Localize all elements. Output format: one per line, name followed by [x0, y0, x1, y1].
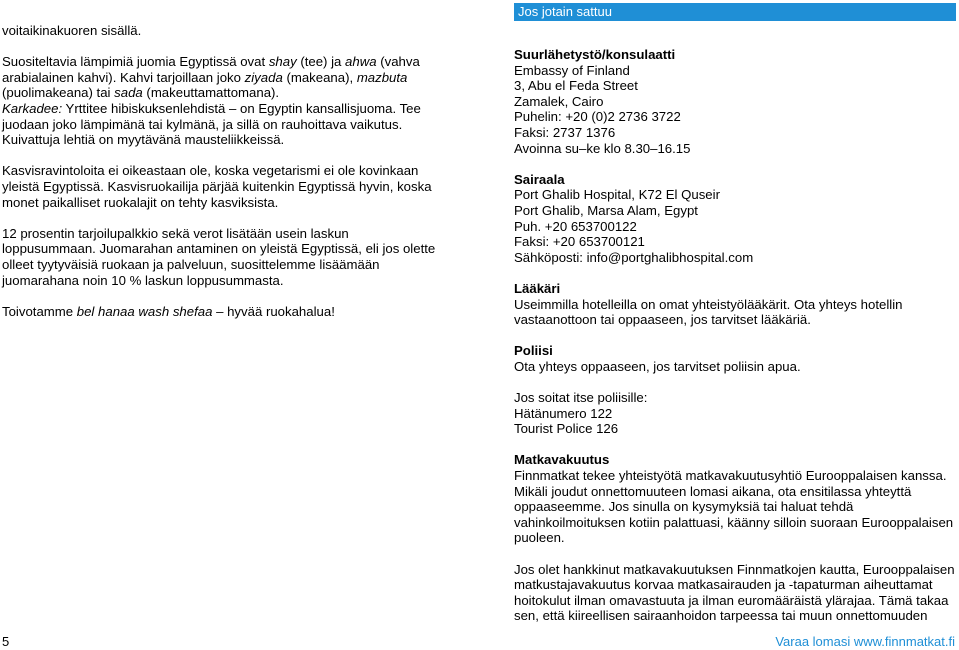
police-line: Jos soitat itse poliisille:	[514, 390, 648, 406]
hospital-line: Port Ghalib, Marsa Alam, Egypt	[514, 202, 698, 218]
paragraph-drinks: Suositeltavia lämpimiä juomia Egyptissä ovat shay (tee) ja ahwa (vahva arabialainen kahvi). Kahvi tarjoillaan joko ziyada (makeana), mazbuta (puolimakeana) tai sada (makeuttamattomana). Karkadee: Yrttitee hibiskuksenlehdistä – on Egyptin kansallisjuoma. Tee juodaan joko lämpimänä tai kylmänä, ja sillä on rauhoittava vaikutus. Kuivattuja lehtiä on myytävänä mausteliikkeissä.	[2, 54, 421, 148]
hospital-line: Port Ghalib Hospital, K72 El Quseir	[514, 187, 720, 203]
embassy-line: Embassy of Finland	[514, 62, 630, 78]
police-line: Tourist Police 126	[514, 421, 619, 437]
doctor-text: Useimmilla hotelleilla on omat yhteistyölääkärit. Ota yhteys hotellin vastaanottoon tai oppaaseen, jos tarvitset lääkäriä.	[514, 296, 903, 328]
paragraph-vegetarian: Kasvisravintoloita ei oikeastaan ole, koska vegetarismi ei ole kovinkaan yleistä Egyptissä. Kasvisruokailija pärjää kuitenkin Egyptissä hyvin, koska monet paikalliset ruokalajit on tehty kasviksista.	[2, 163, 432, 210]
section-banner: Jos jotain sattuu	[514, 3, 956, 21]
page-number: 5	[2, 634, 10, 649]
paragraph-bon-appetit: Toivotamme bel hanaa wash shefaa – hyvää ruokahalua!	[2, 303, 335, 319]
embassy-line: Faksi: 2737 1376	[514, 124, 616, 140]
hospital-line: Sähköposti: info@portghalibhospital.com	[514, 249, 754, 265]
left-column	[2, 0, 454, 319]
insurance-text: Finnmatkat tekee yhteistyötä matkavakuutusyhtiö Eurooppalaisen kanssa. Mikäli joudut onnettomuuteen lomasi aikana, ota ensitilassa yhteyttä oppaaseemme. Jos sinulla on kysymyksiä tai haluat tehdä vahinkoilmoituksen kotiin palattuasi, käänny silloin suoraan Eurooppalaisen puoleen.	[514, 468, 954, 546]
hospital-line: Faksi: +20 653700121	[514, 234, 645, 250]
paragraph-tipping: 12 prosentin tarjoilupalkkio sekä verot lisätään usein laskun loppusummaan. Juomarahan antaminen on yleistä Egyptissä, eli jos olette olleet tyytyväisiä ruokaan ja palveluun, suosittelemme lisäämään juomarahana noin 10 % laskun loppusummasta.	[2, 225, 436, 288]
embassy-heading: Suurlähetystö/konsulaatti	[514, 47, 676, 62]
insurance-heading: Matkavakuutus	[514, 452, 610, 468]
hospital-line: Puh. +20 653700122	[514, 218, 637, 234]
embassy-line: Zamalek, Cairo	[514, 93, 604, 109]
right-column	[514, 0, 958, 624]
embassy-line: Puhelin: +20 (0)2 2736 3722	[514, 109, 681, 125]
police-line: Hätänumero 122	[514, 405, 613, 421]
footer-site-link[interactable]: Varaa lomasi www.finnmatkat.fi	[775, 634, 955, 649]
paragraph-intro: voitaikinakuoren sisällä.	[2, 23, 142, 38]
police-text: Ota yhteys oppaaseen, jos tarvitset poliisin apua.	[514, 358, 801, 374]
insurance-text: Jos olet hankkinut matkavakuutuksen Finnmatkojen kautta, Eurooppalaisen matkustajavakuutus korvaa matkasairauden ja -tapaturman aiheuttamat hoitokulut ilman omavastuuta ja ilman euromääräistä ylärajaa. Tämä takaa sen, että kiireellisen sairaanhoidon tarpeessa tai muun onnettomuuden	[514, 561, 955, 624]
embassy-line: Avoinna su–ke klo 8.30–16.15	[514, 140, 691, 156]
embassy-line: 3, Abu el Feda Street	[514, 78, 638, 94]
police-heading: Poliisi	[514, 343, 553, 359]
doctor-heading: Lääkäri	[514, 280, 561, 296]
hospital-heading: Sairaala	[514, 171, 565, 187]
